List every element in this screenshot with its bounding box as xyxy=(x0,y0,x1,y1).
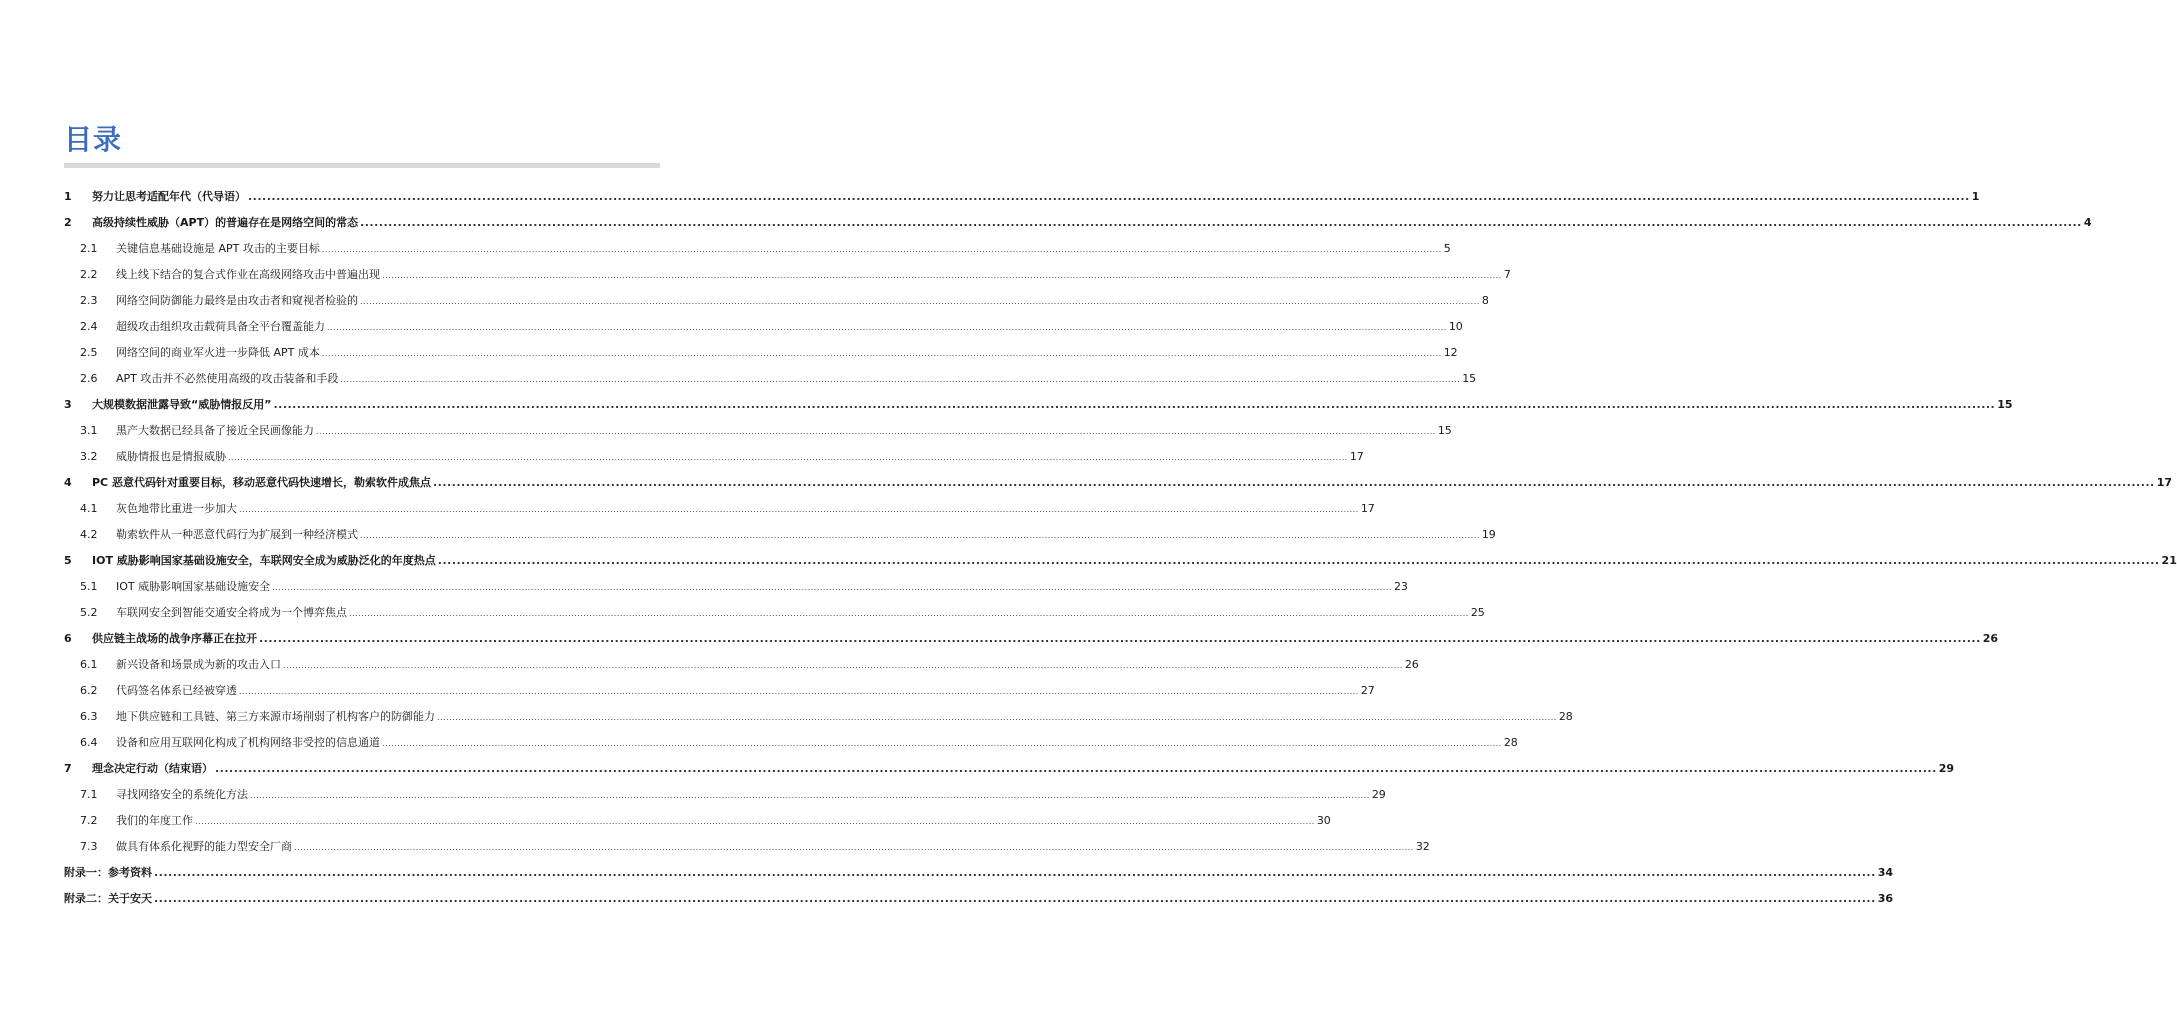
toc-entry-number: 7 xyxy=(64,762,72,775)
toc-entry-number: 7.1 xyxy=(80,788,98,801)
toc-entry-page: 27 xyxy=(1360,684,1375,697)
toc-entry-page: 26 xyxy=(1982,632,1999,645)
toc-entry-page: 28 xyxy=(1558,710,1573,723)
toc-entry-title: APT 攻击并不必然使用高级的攻击装备和手段 xyxy=(116,372,339,385)
toc-leader-dots xyxy=(250,788,1370,801)
toc-entry-page: 8 xyxy=(1481,294,1489,307)
toc-entry-page: 17 xyxy=(1349,450,1364,463)
toc-entry-page: 29 xyxy=(1938,762,1955,775)
toc-entry-number: 7.2 xyxy=(80,814,98,827)
toc-entry-title: 寻找网络安全的系统化方法 xyxy=(116,788,248,801)
toc-leader-dots xyxy=(349,606,1469,619)
toc-entry[interactable] xyxy=(64,474,2173,500)
toc-leader-dots xyxy=(154,866,1876,879)
toc-entry-title: 网络空间的商业军火进一步降低 APT 成本 xyxy=(116,346,320,359)
toc-entry[interactable] xyxy=(64,318,1463,344)
toc-leader-dots xyxy=(360,294,1480,307)
toc-entry[interactable] xyxy=(64,396,2013,422)
toc-entry-title: 灰色地带比重进一步加大 xyxy=(116,502,237,515)
toc-entry-title: 地下供应链和工具链、第三方来源市场削弱了机构客户的防御能力 xyxy=(116,710,435,723)
toc-entry-number: 6.3 xyxy=(80,710,98,723)
toc-leader-dots xyxy=(272,580,1392,593)
toc-entry-page: 23 xyxy=(1393,580,1408,593)
title-divider xyxy=(64,163,660,168)
toc-entry-page: 15 xyxy=(1437,424,1452,437)
toc-entry-page: 12 xyxy=(1443,346,1458,359)
toc-entry-number: 3.2 xyxy=(80,450,98,463)
toc-entry[interactable] xyxy=(64,682,1375,708)
toc-entry-number: 5 xyxy=(64,554,72,567)
toc-entry[interactable] xyxy=(64,578,1408,604)
toc-entry-title: 理念决定行动（结束语） xyxy=(92,762,213,775)
toc-entry[interactable] xyxy=(64,526,1496,552)
toc-entry-title: IOT 威胁影响国家基础设施安全，车联网安全成为威胁泛化的年度热点 xyxy=(92,554,436,567)
toc-entry-number: 6.1 xyxy=(80,658,98,671)
toc-entry[interactable] xyxy=(64,708,1573,734)
toc-leader-dots xyxy=(382,736,1502,749)
toc-leader-dots xyxy=(259,632,1981,645)
toc-entry-title: 威胁情报也是情报威胁 xyxy=(116,450,226,463)
toc-entry-page: 15 xyxy=(1462,372,1477,385)
toc-entry-page: 32 xyxy=(1415,840,1430,853)
toc-leader-dots xyxy=(438,554,2160,567)
toc-leader-dots xyxy=(382,268,1502,281)
page-title: 目录 xyxy=(64,123,123,156)
toc-entry[interactable] xyxy=(64,656,1419,682)
toc-entry-title: 超级攻击组织攻击载荷具备全平台覆盖能力 xyxy=(116,320,325,333)
toc-leader-dots xyxy=(239,684,1359,697)
toc-entry[interactable] xyxy=(64,604,1485,630)
toc-leader-dots xyxy=(327,320,1447,333)
toc-entry-title: 车联网安全到智能交通安全将成为一个博弈焦点 xyxy=(116,606,347,619)
toc-leader-dots xyxy=(239,502,1359,515)
toc-entry-page: 10 xyxy=(1448,320,1463,333)
toc-leader-dots xyxy=(283,658,1403,671)
toc-entry-page: 1 xyxy=(1971,190,1980,203)
toc-entry-page: 21 xyxy=(2161,554,2177,567)
toc-entry[interactable] xyxy=(64,292,1489,318)
toc-entry-page: 5 xyxy=(1443,242,1451,255)
toc-entry-page: 28 xyxy=(1503,736,1518,749)
toc-leader-dots xyxy=(322,242,1442,255)
toc-entry[interactable] xyxy=(64,188,1980,214)
toc-entry[interactable] xyxy=(64,240,1451,266)
toc-entry[interactable] xyxy=(64,812,1331,838)
toc-leader-dots xyxy=(360,528,1480,541)
toc-entry[interactable] xyxy=(64,552,2177,578)
toc-entry-title: 供应链主战场的战争序幕正在拉开 xyxy=(92,632,257,645)
toc-entry-number: 6 xyxy=(64,632,72,645)
toc-entry[interactable] xyxy=(64,864,1894,890)
toc-entry-number: 2.5 xyxy=(80,346,98,359)
toc-leader-dots xyxy=(154,892,1876,905)
toc-leader-dots xyxy=(437,710,1557,723)
toc-leader-dots xyxy=(215,762,1937,775)
toc-entry-title: 设备和应用互联网化构成了机构网络非受控的信息通道 xyxy=(116,736,380,749)
toc-leader-dots xyxy=(273,398,1995,411)
toc-entry-number: 2.3 xyxy=(80,294,98,307)
toc-entry[interactable] xyxy=(64,760,1955,786)
toc-entry-title: 网络空间防御能力最终是由攻击者和窥视者检验的 xyxy=(116,294,358,307)
toc-entry-number: 4.1 xyxy=(80,502,98,515)
toc-entry-title: 附录一：参考资料 xyxy=(64,866,152,879)
toc-entry-title: 我们的年度工作 xyxy=(116,814,193,827)
toc-entry[interactable] xyxy=(64,214,2092,240)
toc-leader-dots xyxy=(360,216,2082,229)
toc-entry[interactable] xyxy=(64,422,1452,448)
toc-entry[interactable] xyxy=(64,786,1386,812)
toc-entry-page: 30 xyxy=(1316,814,1331,827)
toc-leader-dots xyxy=(316,424,1436,437)
toc-entry-page: 29 xyxy=(1371,788,1386,801)
toc-leader-dots xyxy=(340,372,1460,385)
toc-entry-number: 2.4 xyxy=(80,320,98,333)
toc-entry-title: 新兴设备和场景成为新的攻击入口 xyxy=(116,658,281,671)
toc-entry-page: 19 xyxy=(1481,528,1496,541)
toc-entry-page: 7 xyxy=(1503,268,1511,281)
toc-entry-page: 34 xyxy=(1877,866,1894,879)
toc-leader-dots xyxy=(433,476,2155,489)
toc-entry-page: 25 xyxy=(1470,606,1485,619)
toc-entry-number: 5.2 xyxy=(80,606,98,619)
toc-entry-title: 线上线下结合的复合式作业在高级网络攻击中普遍出现 xyxy=(116,268,380,281)
toc-entry-number: 4.2 xyxy=(80,528,98,541)
toc-entry-number: 2.2 xyxy=(80,268,98,281)
toc-entry-number: 2 xyxy=(64,216,72,229)
toc-entry-title: 努力让思考适配年代（代导语） xyxy=(92,190,246,203)
toc-entry-title: 关键信息基础设施是 APT 攻击的主要目标 xyxy=(116,242,320,255)
toc-entry-title: 代码签名体系已经被穿透 xyxy=(116,684,237,697)
toc-entry-number: 2.1 xyxy=(80,242,98,255)
toc-leader-dots xyxy=(228,450,1348,463)
toc-entry[interactable] xyxy=(64,344,1458,370)
toc-entry-page: 17 xyxy=(2156,476,2173,489)
toc-leader-dots xyxy=(322,346,1442,359)
toc-leader-dots xyxy=(195,814,1315,827)
toc-entry[interactable] xyxy=(64,266,1511,292)
toc-entry[interactable] xyxy=(64,448,1364,474)
toc-entry-title: 附录二：关于安天 xyxy=(64,892,152,905)
toc-entry[interactable] xyxy=(64,370,1477,396)
toc-entry[interactable] xyxy=(64,630,1999,656)
toc-entry-title: 黑产大数据已经具备了接近全民画像能力 xyxy=(116,424,314,437)
toc-leader-dots xyxy=(248,190,1970,203)
toc-entry-number: 3.1 xyxy=(80,424,98,437)
toc-entry-number: 6.4 xyxy=(80,736,98,749)
toc-entry-page: 4 xyxy=(2083,216,2092,229)
toc-entry-page: 17 xyxy=(1360,502,1375,515)
toc-entry-number: 4 xyxy=(64,476,72,489)
toc-entry-page: 26 xyxy=(1404,658,1419,671)
toc-entry-title: 做具有体系化视野的能力型安全厂商 xyxy=(116,840,292,853)
toc-entry-number: 7.3 xyxy=(80,840,98,853)
toc-entry-title: 大规模数据泄露导致“威胁情报反用” xyxy=(92,398,272,411)
toc-entry-title: 勒索软件从一种恶意代码行为扩展到一种经济模式 xyxy=(116,528,358,541)
toc-entry-number: 6.2 xyxy=(80,684,98,697)
toc-entry[interactable] xyxy=(64,500,1375,526)
toc-entry[interactable] xyxy=(64,838,1430,864)
toc-entry-page: 15 xyxy=(1997,398,2013,411)
toc-entry-page: 36 xyxy=(1877,892,1894,905)
toc-entry[interactable] xyxy=(64,890,1894,916)
toc-entry-title: PC 恶意代码针对重要目标，移动恶意代码快速增长，勒索软件成焦点 xyxy=(92,476,431,489)
toc-entry-number: 5.1 xyxy=(80,580,98,593)
toc-entry[interactable] xyxy=(64,734,1518,760)
toc-entry-title: 高级持续性威胁（APT）的普遍存在是网络空间的常态 xyxy=(92,216,359,229)
toc-leader-dots xyxy=(294,840,1414,853)
toc-entry-number: 2.6 xyxy=(80,372,98,385)
table-of-contents xyxy=(64,188,2177,916)
toc-entry-title: IOT 威胁影响国家基础设施安全 xyxy=(116,580,271,593)
toc-entry-number: 1 xyxy=(64,190,72,203)
toc-entry-number: 3 xyxy=(64,398,72,411)
